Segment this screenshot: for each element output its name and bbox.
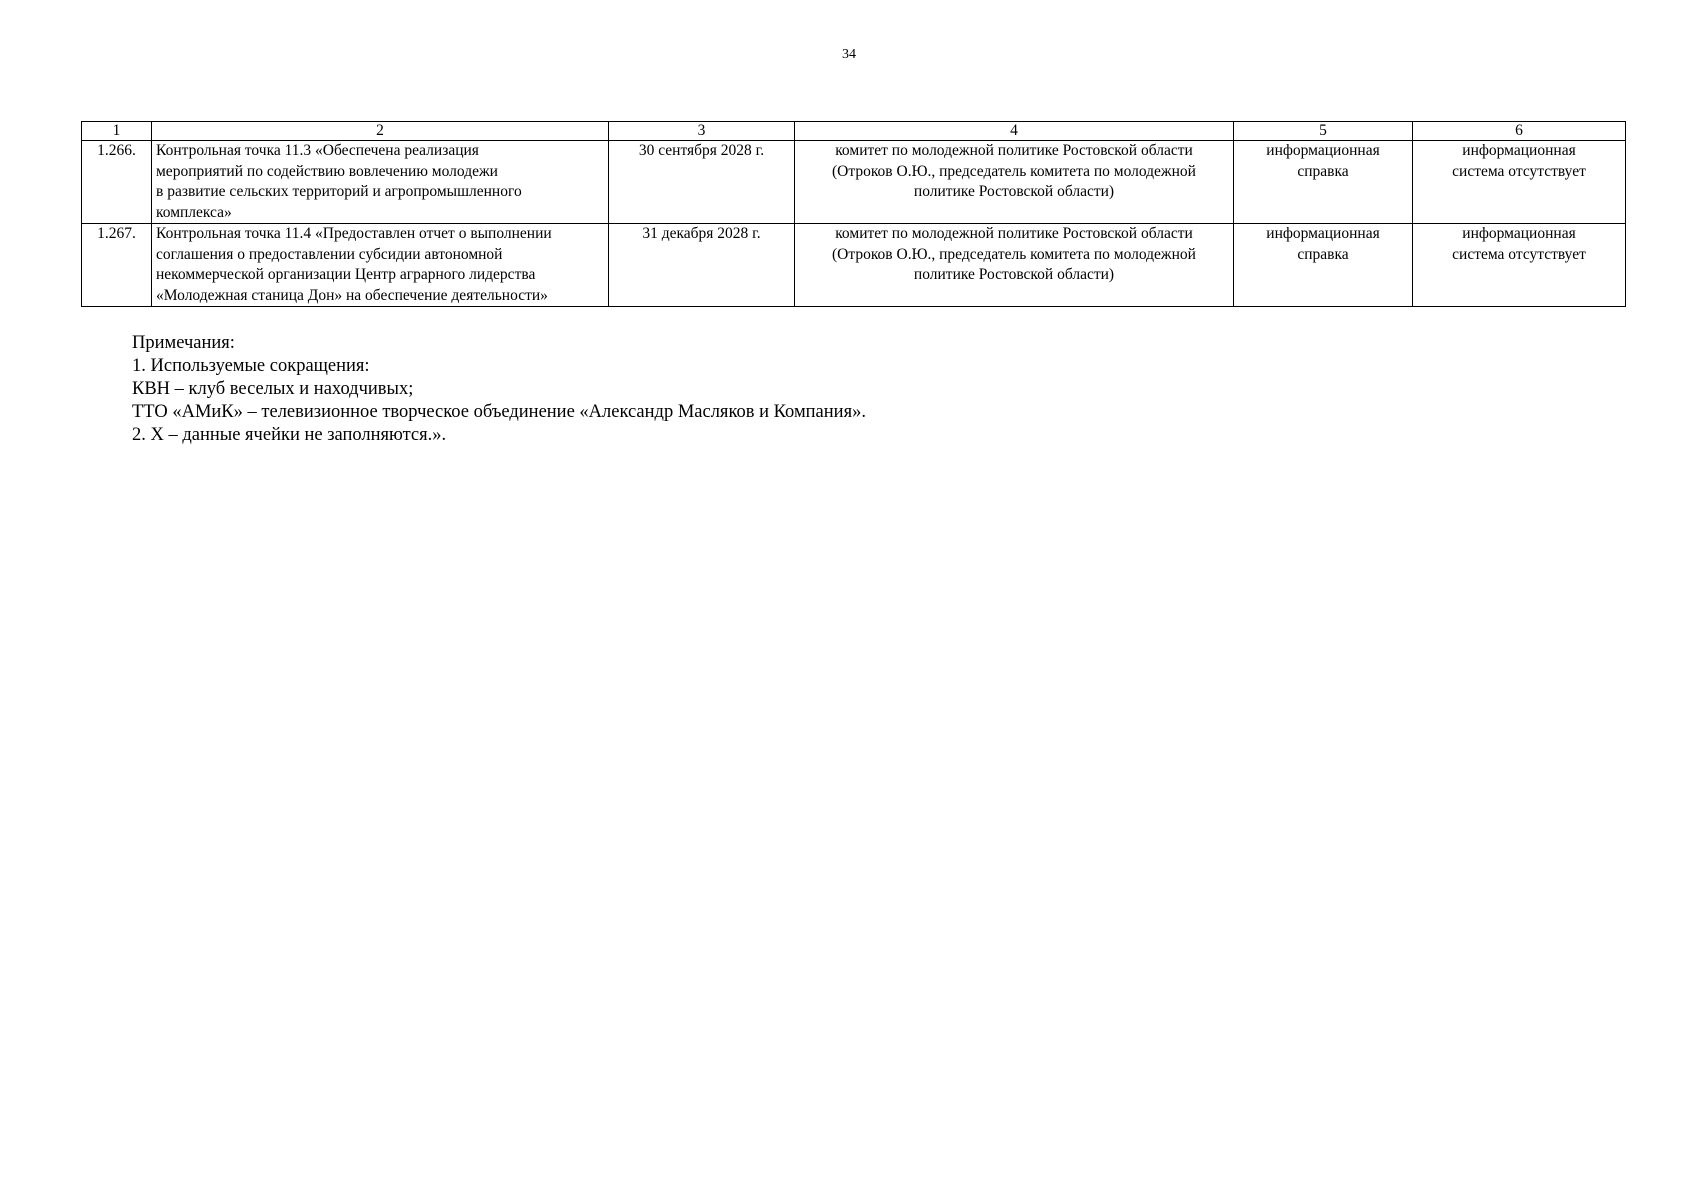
- document-line: информационная: [1266, 225, 1380, 242]
- description-line: соглашения о предоставлении субсидии автономной: [156, 245, 503, 263]
- description-line: в развитие сельских территорий и агропромышленного: [156, 183, 522, 200]
- system-line: информационная: [1462, 142, 1576, 159]
- system-line: система отсутствует: [1452, 162, 1586, 180]
- system-line: система отсутствует: [1452, 245, 1586, 263]
- note-line: КВН – клуб веселых и находчивых;: [132, 379, 414, 399]
- control-points-table: [81, 121, 1626, 307]
- header-col-2: 2: [152, 122, 609, 141]
- row-number: 1.267.: [82, 224, 152, 307]
- description-line: Контрольная точка 11.3 «Обеспечена реализация: [156, 142, 479, 159]
- note-line: 1. Используемые сокращения:: [132, 356, 370, 376]
- document-line: справка: [1297, 245, 1349, 263]
- notes-section: [132, 332, 866, 447]
- notes-title: Примечания:: [132, 333, 235, 353]
- description-line: мероприятий по содействию вовлечению молодежи: [156, 162, 498, 180]
- system-line: информационная: [1462, 225, 1576, 242]
- responsible-line: комитет по молодежной политике Ростовской области: [835, 142, 1193, 159]
- row-information-system: [1413, 224, 1626, 307]
- row-responsible: [795, 141, 1234, 224]
- description-line: «Молодежная станица Дон» на обеспечение деятельности»: [156, 286, 548, 304]
- row-document-type: [1234, 224, 1413, 307]
- responsible-line: (Отроков О.Ю., председатель комитета по молодежной: [832, 162, 1196, 180]
- description-line: Контрольная точка 11.4 «Предоставлен отчет о выполнении: [156, 225, 552, 242]
- note-line: ТТО «АМиК» – телевизионное творческое объединение «Александр Масляков и Компания».: [132, 402, 866, 422]
- responsible-line: политике Ростовской области): [913, 266, 1115, 283]
- note-line: 2. X – данные ячейки не заполняются.».: [132, 425, 447, 445]
- table-header-row: [82, 122, 1626, 141]
- responsible-line: (Отроков О.Ю., председатель комитета по молодежной: [832, 245, 1196, 263]
- row-description: [152, 141, 609, 224]
- header-col-6: 6: [1413, 122, 1626, 141]
- row-date: 31 декабря 2028 г.: [609, 224, 795, 307]
- row-date: 30 сентября 2028 г.: [609, 141, 795, 224]
- description-line: комплекса»: [156, 203, 232, 221]
- row-responsible: [795, 224, 1234, 307]
- header-col-4: 4: [795, 122, 1234, 141]
- page-number: 34: [842, 47, 856, 62]
- header-col-5: 5: [1234, 122, 1413, 141]
- table-row: [82, 224, 1626, 307]
- description-line: некоммерческой организации Центр аграрного лидерства: [156, 266, 536, 283]
- header-col-3: 3: [609, 122, 795, 141]
- table-row: [82, 141, 1626, 224]
- document-line: справка: [1297, 162, 1349, 180]
- responsible-line: комитет по молодежной политике Ростовской области: [835, 225, 1193, 242]
- row-description: [152, 224, 609, 307]
- row-information-system: [1413, 141, 1626, 224]
- document-line: информационная: [1266, 142, 1380, 159]
- row-number: 1.266.: [82, 141, 152, 224]
- responsible-line: политике Ростовской области): [913, 183, 1115, 200]
- header-col-1: 1: [82, 122, 152, 141]
- row-document-type: [1234, 141, 1413, 224]
